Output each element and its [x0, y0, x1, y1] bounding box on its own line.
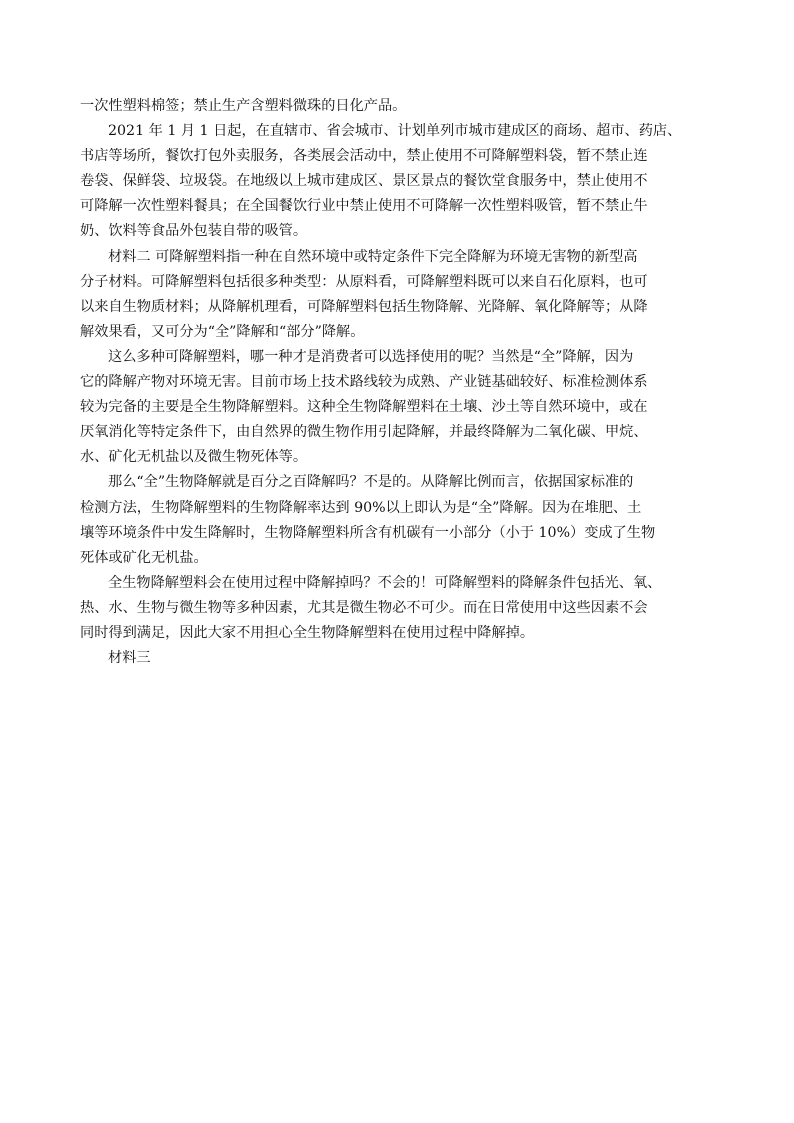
text-line: 较为完备的主要是全生物降解塑料。这种全生物降解塑料在土壤、沙土等自然环境中，或在: [80, 399, 648, 416]
paragraph: [80, 119, 716, 244]
text-line: 解效果看，又可分为“全”降解和“部分”降解。: [80, 323, 365, 340]
text-line: 奶、饮料等食品外包装自带的吸管。: [80, 223, 308, 240]
document-body: [80, 94, 716, 671]
paragraph: [80, 345, 716, 470]
text-line: 厌氧消化等特定条件下，由自然界的微生物作用引起降解，并最终降解为二氧化碳、甲烷、: [80, 424, 648, 441]
text-line: 它的降解产物对环境无害。目前市场上技术路线较为成熟、产业链基础较好、标准检测体系: [80, 374, 648, 391]
text-line: 可降解一次性塑料餐具；在全国餐饮行业中禁止使用不可降解一次性塑料吸管，暂不禁止牛: [80, 198, 648, 215]
paragraph: [80, 94, 716, 119]
text-line: 那么“全”生物降解就是百分之百降解吗？不是的。从降解比例而言，依据国家标准的: [108, 474, 634, 491]
text-line: 壤等环境条件中发生降解时，生物降解塑料所含有机碳有一小部分（小于 10%）变成了生物: [80, 524, 656, 541]
text-line: 同时得到满足，因此大家不用担心全生物降解塑料在使用过程中降解掉。: [80, 624, 535, 641]
text-line: 卷袋、保鲜袋、垃圾袋。在地级以上城市建成区、景区景点的餐饮堂食服务中，禁止使用不: [80, 173, 648, 190]
paragraph: [80, 245, 716, 345]
text-line: 全生物降解塑料会在使用过程中降解掉吗？不会的！可降解塑料的降解条件包括光、氧、: [108, 574, 662, 591]
text-line: 水、矿化无机盐以及微生物死体等。: [80, 449, 308, 466]
paragraph: [80, 470, 716, 570]
paragraph: [80, 571, 716, 646]
text-line: 一次性塑料棉签；禁止生产含塑料微珠的日化产品。: [80, 98, 407, 114]
text-line: 书店等场所，餐饮打包外卖服务，各类展会活动中，禁止使用不可降解塑料袋，暂不禁止连: [80, 148, 648, 165]
paragraph: [80, 646, 716, 671]
text-line: 这么多种可降解塑料，哪一种才是消费者可以选择使用的呢？当然是“全”降解，因为: [108, 348, 634, 365]
text-line: 分子材料。可降解塑料包括很多种类型：从原料看，可降解塑料既可以来自石化原料，也可: [80, 273, 648, 290]
text-line: 死体或矿化无机盐。: [80, 549, 208, 566]
text-line: 热、水、生物与微生物等多种因素，尤其是微生物必不可少。而在日常使用中这些因素不会: [80, 599, 648, 616]
text-line: 2021 年 1 月 1 日起，在直辖市、省会城市、计划单列市城市建成区的商场、超市、药店、: [108, 123, 682, 140]
text-line: 材料二 可降解塑料指一种在自然环境中或特定条件下完全降解为环境无害物的新型高: [108, 248, 638, 265]
text-line: 以来自生物质材料；从降解机理看，可降解塑料包括生物降解、光降解、氧化降解等；从降: [80, 298, 648, 315]
text-line: 材料三: [108, 650, 151, 667]
text-line: 检测方法，生物降解塑料的生物降解率达到 90%以上即认为是“全”降解。因为在堆肥、土: [80, 499, 642, 516]
